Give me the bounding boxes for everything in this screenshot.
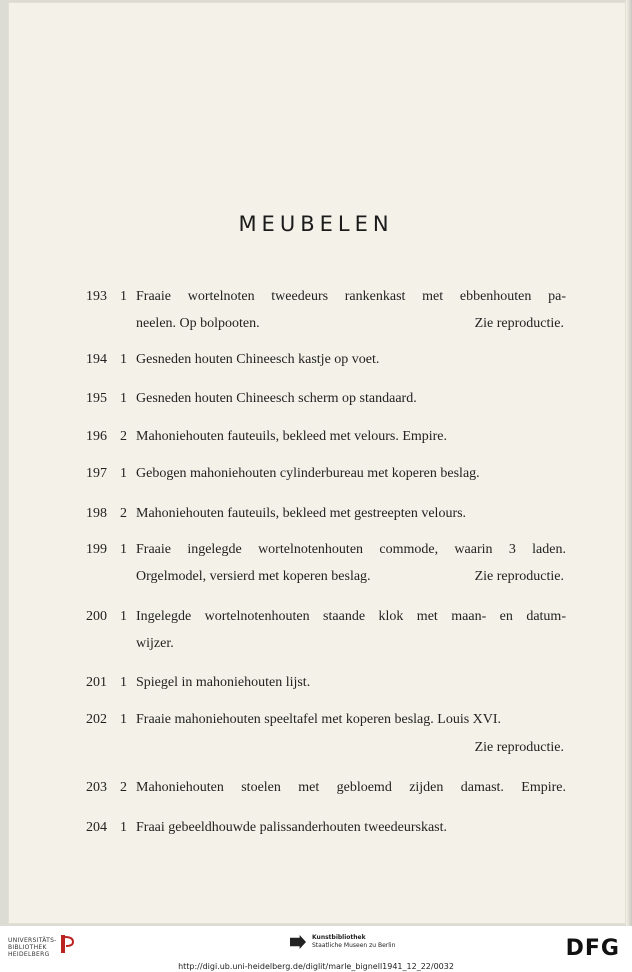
- lot-number: 204: [86, 820, 107, 835]
- lot-number: 202: [86, 712, 107, 727]
- kunstbibliothek-name: Kunstbibliothek: [312, 934, 366, 941]
- reproduction-note: Zie reproductie.: [474, 569, 564, 584]
- lot-quantity: 1: [120, 542, 127, 557]
- source-url-link[interactable]: http://digi.ub.uni-heidelberg.de/diglit/marle_bignell1941_12_22/0032: [178, 962, 454, 971]
- reproduction-note: Zie reproductie.: [474, 740, 564, 755]
- university-line: UNIVERSITÄTS-: [8, 937, 57, 944]
- lot-description-cont: Orgelmodel, versierd met koperen beslag.: [136, 569, 371, 584]
- digitization-footer: [0, 926, 632, 972]
- lot-description: Ingelegde wortelnotenhouten staande klok met maan- en datum-: [136, 609, 566, 624]
- lot-quantity: 2: [120, 506, 127, 521]
- lot-number: 199: [86, 542, 107, 557]
- lot-description: Gebogen mahoniehouten cylinderbureau met koperen beslag.: [136, 466, 480, 481]
- lot-quantity: 1: [120, 820, 127, 835]
- kunstbibliothek-icon: [290, 935, 306, 949]
- lot-description-cont: neelen. Op bolpooten.: [136, 316, 260, 331]
- lot-quantity: 1: [120, 352, 127, 367]
- lot-number: 197: [86, 466, 107, 481]
- lot-number: 195: [86, 391, 107, 406]
- lot-description: Mahoniehouten fauteuils, bekleed met gestreepten velours.: [136, 506, 467, 521]
- lot-description: Mahoniehouten fauteuils, bekleed met velours. Empire.: [136, 429, 448, 444]
- lot-number: 203: [86, 780, 107, 795]
- university-line: BIBLIOTHEK: [8, 944, 47, 951]
- lot-description: Fraai gebeeldhouwde palissanderhouten tweedeurskast.: [136, 820, 448, 835]
- heidelberg-logo-icon: [60, 934, 74, 954]
- kunstbibliothek-label: [312, 934, 395, 950]
- lot-description: Fraaie wortelnoten tweedeurs rankenkast met ebbenhouten pa-: [136, 289, 566, 304]
- reproduction-note: Zie reproductie.: [474, 316, 564, 331]
- lot-description: Mahoniehouten stoelen met gebloemd zijden damast. Empire.: [136, 780, 566, 795]
- lot-description: Gesneden houten Chineesch kastje op voet.: [136, 352, 380, 367]
- lot-quantity: 1: [120, 466, 127, 481]
- university-line: HEIDELBERG: [8, 951, 50, 958]
- lot-number: 200: [86, 609, 107, 624]
- dfg-logo: DFG: [565, 936, 620, 961]
- lot-quantity: 1: [120, 712, 127, 727]
- lot-number: 198: [86, 506, 107, 521]
- heidelberg-library-label: [8, 937, 57, 958]
- lot-quantity: 1: [120, 289, 127, 304]
- section-heading: MEUBELEN: [238, 212, 394, 236]
- lot-description: Fraaie mahoniehouten speeltafel met koperen beslag. Louis XVI.: [136, 712, 502, 727]
- lot-quantity: 1: [120, 391, 127, 406]
- lot-description: Spiegel in mahoniehouten lijst.: [136, 675, 311, 690]
- kunstbibliothek-sub: Staatliche Museen zu Berlin: [312, 942, 396, 949]
- lot-number: 201: [86, 675, 107, 690]
- lot-quantity: 2: [120, 429, 127, 444]
- lot-quantity: 2: [120, 780, 127, 795]
- lot-quantity: 1: [120, 675, 127, 690]
- lot-description: Gesneden houten Chineesch scherm op standaard.: [136, 391, 417, 406]
- lot-number: 196: [86, 429, 107, 444]
- lot-description-cont: wijzer.: [136, 636, 174, 651]
- lot-description: Fraaie ingelegde wortelnotenhouten commode, waarin 3 laden.: [136, 542, 566, 557]
- lot-number: 193: [86, 289, 107, 304]
- lot-number: 194: [86, 352, 107, 367]
- lot-quantity: 1: [120, 609, 127, 624]
